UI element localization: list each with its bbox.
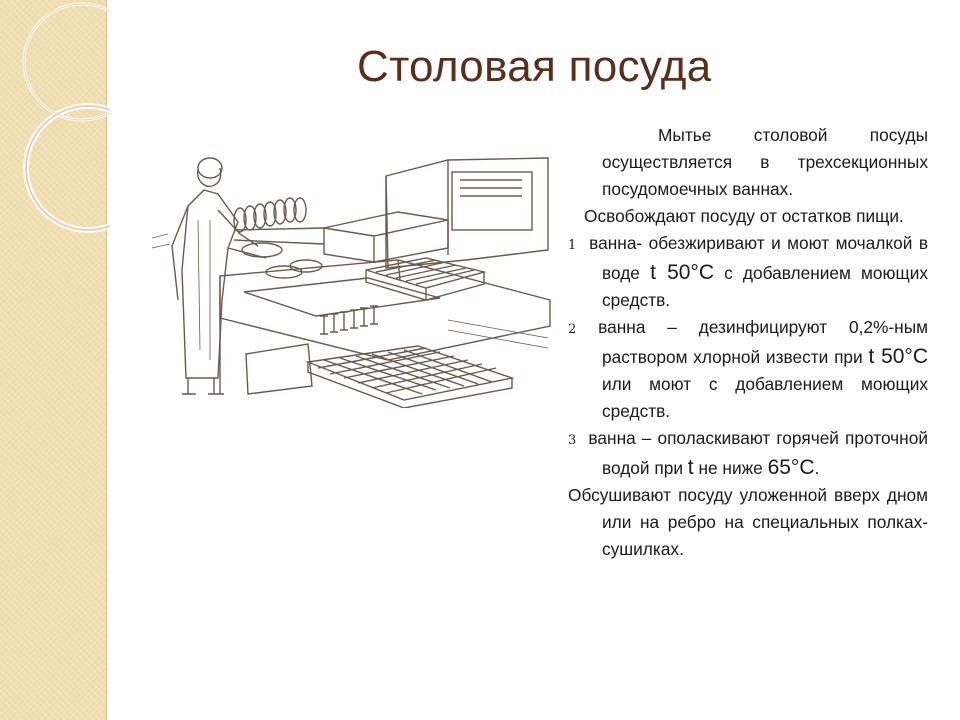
sink-2-temperature: t 50°C [868, 345, 928, 368]
dishwasher-machine [386, 158, 548, 268]
sink-3-middle: не ниже [693, 458, 768, 478]
glasses-row [320, 306, 378, 334]
slide-body [568, 122, 928, 563]
sink-number: 3 [568, 433, 577, 448]
paragraph-sink-3 [568, 425, 928, 482]
paragraph-remove-food: Освобождают посуду от остатков пищи. [584, 206, 904, 226]
plate-in-hand [242, 243, 282, 257]
sink-1-tail: с добавлением моющих средств. [602, 263, 929, 310]
sink-3-temperature-value: 65°C [767, 456, 815, 479]
sink-3-text: ванна – ополаскивают горячей проточной водой при [588, 428, 928, 478]
paragraph-washing-intro: Мытье столовой посуды осуществляется в трехсекционных посудомоечных ваннах. [602, 125, 928, 199]
sink-3-temperature-symbol: t [687, 456, 694, 479]
front-sink [246, 344, 312, 394]
sink-1-text: ванна- обезжиривают и моют мочалкой в воде [589, 233, 929, 283]
slide-title: Столовая посуда [357, 42, 712, 91]
plate-conveyor [234, 198, 448, 262]
decorative-rings [0, 0, 110, 240]
paragraph-drying: Обсушивают посуду уложенной вверх дном или на ребро на специальных полках-сушилках. [568, 485, 928, 559]
dishwashing-illustration [148, 150, 553, 408]
sink-3-tail: . [814, 458, 820, 478]
sink-number: 1 [568, 238, 577, 253]
sink-1-temperature: t 50°C [650, 261, 714, 284]
sink-number: 2 [568, 322, 577, 337]
paragraph-sink-1 [568, 230, 928, 314]
sink-2-text: ванна – дезинфицируют 0,2%-ным раствором хлорной извести при [598, 317, 928, 367]
worker-figure [172, 158, 266, 394]
sink-2-tail: или моют с добавлением моющих средств. [602, 374, 928, 421]
paragraph-sink-2 [568, 314, 928, 425]
